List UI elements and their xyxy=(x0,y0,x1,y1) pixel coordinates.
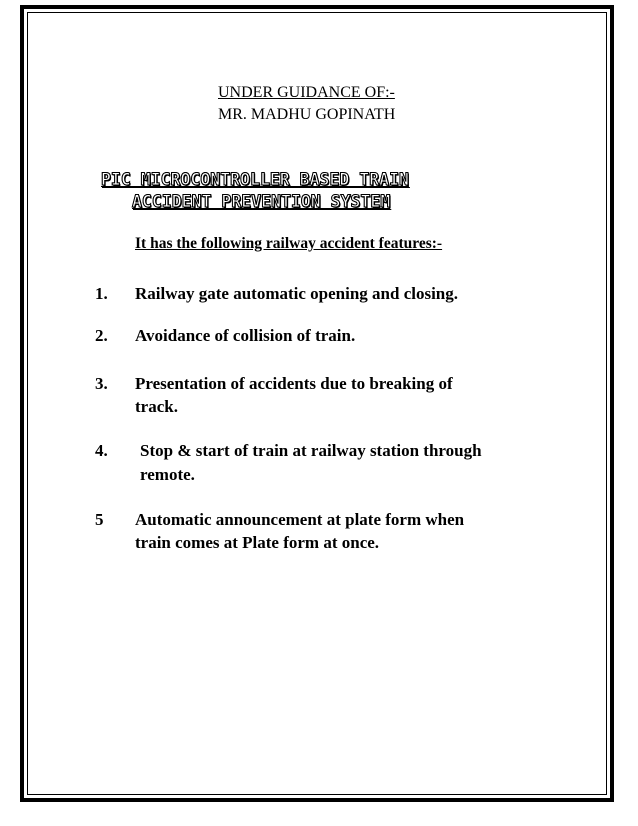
feature-text-line-1: Automatic announcement at plate form when xyxy=(135,510,465,529)
feature-text: Railway gate automatic opening and closing. xyxy=(135,284,459,303)
feature-item-4 xyxy=(95,440,575,484)
feature-number: 4. xyxy=(95,441,108,460)
feature-item-5 xyxy=(95,509,575,553)
project-title-line-2: ACCIDENT PREVENTION SYSTEM xyxy=(132,192,391,211)
feature-number: 1. xyxy=(95,284,108,303)
feature-text-line-2: track. xyxy=(135,397,178,416)
feature-number: 3. xyxy=(95,374,108,393)
feature-text-line-2: remote. xyxy=(140,465,195,484)
guide-name: MR. MADHU GOPINATH xyxy=(218,106,396,123)
project-title-line-1: PIC MICROCONTROLLER BASED TRAIN xyxy=(101,170,409,189)
feature-item-3 xyxy=(95,373,575,417)
feature-number: 2. xyxy=(95,326,108,345)
feature-text-line-1: Presentation of accidents due to breaking of xyxy=(135,374,453,393)
feature-text: Avoidance of collision of train. xyxy=(135,326,356,345)
feature-item-1 xyxy=(95,283,575,305)
feature-number: 5 xyxy=(95,510,104,529)
guidance-label: UNDER GUIDANCE OF:- xyxy=(218,84,395,101)
feature-text-line-2: train comes at Plate form at once. xyxy=(135,533,380,552)
features-intro: It has the following railway accident features:- xyxy=(135,235,443,252)
feature-item-2 xyxy=(95,325,575,347)
guidance-block xyxy=(218,82,395,126)
feature-text-line-1: Stop & start of train at railway station through xyxy=(140,441,482,460)
